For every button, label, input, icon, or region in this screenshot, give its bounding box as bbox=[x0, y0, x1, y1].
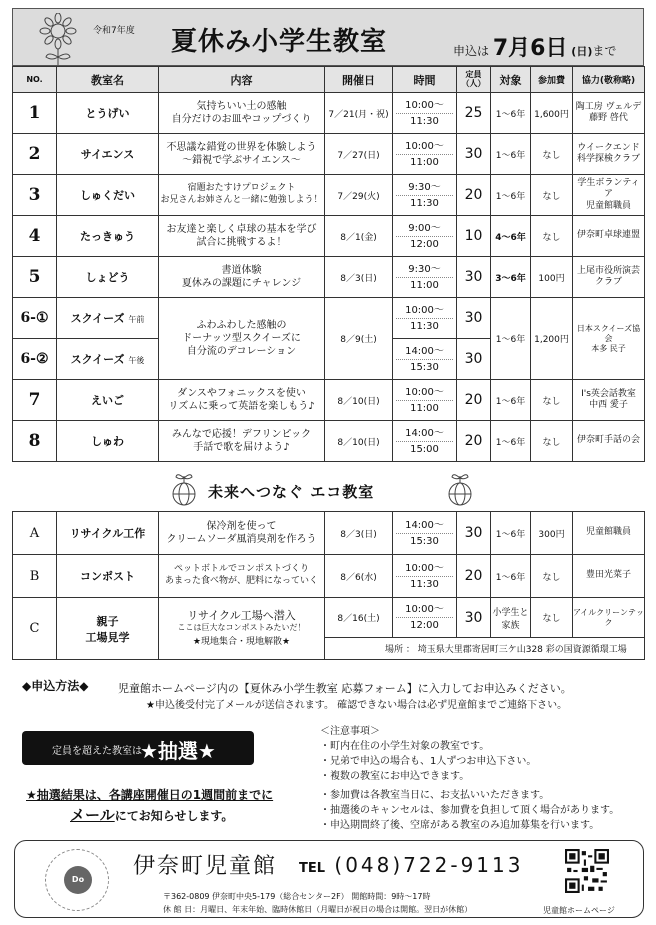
class-date: 8／10(日) bbox=[325, 421, 393, 462]
class-no: 6-② bbox=[13, 339, 57, 380]
content-line: ダンスやフォニックスを使い bbox=[177, 388, 306, 399]
content-line: 宿題おたすけプロジェクト bbox=[187, 183, 296, 194]
content-line: 自分流のデコレーション bbox=[186, 346, 297, 357]
class-capacity: 30 bbox=[457, 512, 491, 555]
fiscal-year: 令和7年度 bbox=[93, 26, 135, 36]
class-name bbox=[57, 339, 159, 380]
org-line: 中西 愛子 bbox=[589, 400, 628, 410]
apply-heading: ◆申込方法◆ bbox=[22, 679, 89, 693]
lottery-result-line1: ★抽選結果は、各講座開催日の1週間前までに bbox=[26, 788, 274, 802]
table-row bbox=[13, 512, 645, 555]
content-line: みんなで応援！デフリンピック bbox=[171, 429, 312, 440]
time-start: 14:00～ bbox=[405, 345, 444, 357]
class-name: しょどう bbox=[57, 257, 159, 298]
qr-caption: 児童館ホームページ bbox=[543, 906, 615, 915]
class-time bbox=[393, 298, 457, 339]
facility-name: 伊奈町児童館 bbox=[133, 854, 278, 879]
deadline-date: 7月6日 bbox=[492, 36, 568, 61]
class-name: たっきゅう bbox=[57, 216, 159, 257]
class-fee: なし bbox=[531, 555, 573, 598]
class-target: 1～6年 bbox=[491, 512, 531, 555]
class-content bbox=[159, 216, 325, 257]
eco-title-text: 未来へつなぐ エコ教室 bbox=[208, 483, 375, 501]
content-line: お兄さんお姉さんと一緒に勉強しよう！ bbox=[160, 195, 323, 205]
page-title: 夏休み小学生教室 bbox=[171, 27, 388, 57]
email-emphasis: メール bbox=[70, 806, 115, 824]
org-line: ウイークエンド bbox=[577, 142, 640, 153]
content-line: リサイクル工場へ潜入 bbox=[187, 608, 296, 622]
class-organizer bbox=[573, 216, 645, 257]
time-start: 10:00～ bbox=[405, 140, 444, 152]
class-capacity: 30 bbox=[457, 134, 491, 175]
note-item: ・参加費は各教室当日に、お支払いいただきます。 bbox=[320, 790, 550, 801]
class-time bbox=[393, 598, 457, 638]
class-capacity: 10 bbox=[457, 216, 491, 257]
time-start: 10:00～ bbox=[405, 562, 444, 574]
class-time bbox=[393, 380, 457, 421]
org-line: I's英会話教室 bbox=[581, 388, 636, 399]
class-target: 1～6年 bbox=[491, 421, 531, 462]
class-content bbox=[159, 257, 325, 298]
class-target: 3～6年 bbox=[491, 257, 531, 298]
time-end: 15:00 bbox=[410, 443, 439, 455]
class-time bbox=[393, 512, 457, 555]
class-content bbox=[159, 380, 325, 421]
class-target: 1～6年 bbox=[491, 134, 531, 175]
class-capacity: 30 bbox=[457, 598, 491, 638]
lottery-pre: 定員を超えた教室は bbox=[52, 746, 142, 757]
class-date: 8／3(日) bbox=[325, 257, 393, 298]
time-start: 10:00～ bbox=[405, 386, 444, 398]
address: 〒362-0809 伊奈町中央5-179（総合センター2F） 開館時間：9時～17時 bbox=[163, 892, 431, 901]
deadline-pre: 申込は bbox=[453, 44, 490, 58]
class-name bbox=[57, 598, 159, 660]
class-time bbox=[393, 175, 457, 216]
class-name: サイエンス bbox=[57, 134, 159, 175]
notes-list bbox=[320, 724, 536, 784]
class-name: コンポスト bbox=[57, 555, 159, 598]
content-line: 保冷剤を使って bbox=[206, 521, 277, 532]
col-header: 内容 bbox=[159, 67, 325, 93]
class-time bbox=[393, 134, 457, 175]
class-content bbox=[159, 421, 325, 462]
col-header: 協力(敬称略) bbox=[573, 67, 645, 93]
class-name-line: 工場見学 bbox=[85, 630, 130, 644]
class-target: 1～6年 bbox=[491, 298, 531, 380]
phone bbox=[299, 853, 523, 877]
class-no: C bbox=[13, 598, 57, 660]
class-organizer bbox=[573, 421, 645, 462]
class-time bbox=[393, 216, 457, 257]
class-organizer: 児童館職員 bbox=[573, 512, 645, 555]
time-end: 11:30 bbox=[410, 320, 439, 332]
class-target: 1～6年 bbox=[491, 380, 531, 421]
target-line: 小学生と bbox=[492, 607, 529, 618]
org-line: 伊奈町手話の会 bbox=[576, 435, 640, 446]
content-line: 気持ちいい土の感触 bbox=[196, 101, 287, 112]
col-header: 定員（人） bbox=[457, 67, 491, 93]
class-fee: なし bbox=[531, 216, 573, 257]
class-no: A bbox=[13, 512, 57, 555]
table-row bbox=[13, 380, 645, 421]
logo-text: Do bbox=[64, 866, 92, 894]
class-organizer bbox=[573, 134, 645, 175]
class-fee: 1,600円 bbox=[531, 93, 573, 134]
tel-label: TEL bbox=[299, 861, 326, 876]
org-line: 上尾市役所演芸クラブ bbox=[576, 265, 640, 287]
class-content bbox=[159, 134, 325, 175]
class-target: 4～6年 bbox=[491, 216, 531, 257]
class-time bbox=[393, 93, 457, 134]
class-content bbox=[159, 512, 325, 555]
apply-instruction: 児童館ホームページ内の【夏休み小学生教室 応募フォーム】に入力してお申込みください。 bbox=[118, 682, 572, 695]
class-capacity: 30 bbox=[457, 298, 491, 339]
time-start: 10:00～ bbox=[405, 304, 444, 316]
class-no: 4 bbox=[13, 216, 57, 257]
lottery-result-rest: にてお知らせします。 bbox=[114, 809, 234, 823]
table-row bbox=[13, 216, 645, 257]
class-capacity: 25 bbox=[457, 93, 491, 134]
content-line: ★現地集合・現地解散★ bbox=[192, 636, 291, 647]
class-date: 7／29(火) bbox=[325, 175, 393, 216]
class-capacity: 20 bbox=[457, 555, 491, 598]
class-time bbox=[393, 421, 457, 462]
notes-list-2 bbox=[320, 788, 619, 833]
class-target: 1～6年 bbox=[491, 175, 531, 216]
class-date: 8／1(金) bbox=[325, 216, 393, 257]
col-header: 参加費 bbox=[531, 67, 573, 93]
org-line: 伊奈町卓球連盟 bbox=[576, 230, 640, 241]
class-name: しゅくだい bbox=[57, 175, 159, 216]
table-row bbox=[13, 421, 645, 462]
table-row bbox=[13, 93, 645, 134]
class-no: 3 bbox=[13, 175, 57, 216]
eco-section-title bbox=[150, 470, 510, 510]
class-time bbox=[393, 555, 457, 598]
class-name: えいご bbox=[57, 380, 159, 421]
content-line: ふわふわした感触の bbox=[196, 320, 287, 331]
class-fee: 100円 bbox=[531, 257, 573, 298]
class-capacity: 20 bbox=[457, 380, 491, 421]
time-end: 11:30 bbox=[410, 115, 439, 127]
class-name-text: スクイーズ bbox=[70, 353, 125, 366]
class-no: 8 bbox=[13, 421, 57, 462]
apply-note: ★申込後受付完了メールが送信されます。 確認できない場合は必ず児童館までご連絡下さい。 bbox=[146, 700, 568, 711]
col-header: 時間 bbox=[393, 67, 457, 93]
class-table bbox=[12, 66, 645, 462]
col-header: 教室名 bbox=[57, 67, 159, 93]
time-start: 14:00～ bbox=[405, 427, 444, 439]
org-line: 陶工房 ヴェルデ bbox=[575, 101, 642, 112]
content-line: 試合に挑戦するよ！ bbox=[196, 237, 287, 248]
qr-code-icon[interactable] bbox=[565, 849, 609, 893]
content-line: 手話で歌を届けよう♪ bbox=[193, 442, 290, 453]
class-fee: なし bbox=[531, 598, 573, 638]
class-fee: なし bbox=[531, 175, 573, 216]
closed-days: 休 館 日：月曜日、年末年始、臨時休館日（月曜日が祝日の場合は開館。翌日が休館） bbox=[163, 905, 473, 914]
content-line: ペットボトルでコンポストづくり bbox=[173, 564, 309, 575]
class-organizer bbox=[573, 93, 645, 134]
class-capacity: 20 bbox=[457, 175, 491, 216]
class-date: 7／27(日) bbox=[325, 134, 393, 175]
class-name: とうげい bbox=[57, 93, 159, 134]
class-time bbox=[393, 257, 457, 298]
class-fee: なし bbox=[531, 380, 573, 421]
tel-number: (048)722-9113 bbox=[334, 853, 524, 877]
time-start: 10:00～ bbox=[405, 604, 444, 615]
class-name bbox=[57, 298, 159, 339]
class-date: 8／3(日) bbox=[325, 512, 393, 555]
content-line: あまった食べ物が、肥料になっていく bbox=[164, 576, 318, 586]
class-date: 7／21(月・祝) bbox=[325, 93, 393, 134]
class-content bbox=[159, 598, 325, 660]
class-organizer bbox=[573, 298, 645, 380]
org-line: 科学探検クラブ bbox=[576, 154, 640, 164]
session-label: 午前 bbox=[128, 315, 145, 324]
class-no: 6-① bbox=[13, 298, 57, 339]
col-header: NO. bbox=[13, 67, 57, 93]
time-end: 15:30 bbox=[410, 361, 439, 373]
col-header: 開催日 bbox=[325, 67, 393, 93]
class-content bbox=[159, 555, 325, 598]
content-line: お友達と楽しく卓球の基本を学び bbox=[166, 224, 317, 235]
class-name-line: 親子 bbox=[96, 614, 119, 628]
org-line: 日本スクイーズ協会 bbox=[576, 323, 641, 343]
content-line: ドーナッツ型スクイーズに bbox=[182, 333, 301, 344]
time-end: 12:00 bbox=[410, 238, 439, 250]
content-line: 不思議な錯覚の世界を体験しよう bbox=[166, 142, 317, 153]
facility-logo bbox=[45, 849, 109, 911]
class-fee: 300円 bbox=[531, 512, 573, 555]
table-row bbox=[13, 134, 645, 175]
time-start: 9:00～ bbox=[408, 222, 441, 234]
class-name: リサイクル工作 bbox=[57, 512, 159, 555]
table-row bbox=[13, 598, 645, 638]
deadline-dow: (日) bbox=[571, 45, 593, 58]
header-banner bbox=[12, 8, 644, 66]
time-start: 9:30～ bbox=[408, 181, 441, 193]
class-fee: 1,200円 bbox=[531, 298, 573, 380]
org-line: 児童館職員 bbox=[585, 200, 631, 211]
deadline-post: まで bbox=[592, 44, 617, 58]
org-line: 本多 民子 bbox=[591, 343, 626, 353]
lottery-result-line2 bbox=[70, 804, 233, 825]
class-no: B bbox=[13, 555, 57, 598]
content-line: 書道体験 bbox=[221, 265, 262, 276]
time-end: 11:00 bbox=[410, 402, 439, 414]
time-end: 15:30 bbox=[410, 535, 439, 547]
class-capacity: 30 bbox=[457, 339, 491, 380]
content-line: 自分だけのお皿やコップづくり bbox=[171, 114, 312, 125]
class-capacity: 20 bbox=[457, 421, 491, 462]
time-end: 11:00 bbox=[410, 156, 439, 168]
notes-heading: ＜注意事項＞ bbox=[320, 726, 380, 737]
class-no: 1 bbox=[13, 93, 57, 134]
class-content bbox=[159, 298, 325, 380]
target-line: 家族 bbox=[501, 620, 520, 631]
class-organizer bbox=[573, 175, 645, 216]
class-date: 8／16(土) bbox=[325, 598, 393, 638]
class-content bbox=[159, 93, 325, 134]
note-item: ・複数の教室にお申込できます。 bbox=[320, 771, 470, 782]
class-target: 1～6年 bbox=[491, 555, 531, 598]
lottery-banner bbox=[22, 731, 254, 765]
class-organizer: 豊田光菜子 bbox=[573, 555, 645, 598]
table-row bbox=[13, 257, 645, 298]
org-line: 藤野 啓代 bbox=[589, 113, 628, 123]
globe-sprout-icon bbox=[168, 470, 200, 508]
class-date: 8／6(水) bbox=[325, 555, 393, 598]
note-item: ・町内在住の小学生対象の教室です。 bbox=[320, 741, 490, 752]
table-row bbox=[13, 555, 645, 598]
table-header-row bbox=[13, 67, 645, 93]
note-item: ・兄弟で申込の場合も、1人ずつお申込下さい。 bbox=[320, 756, 537, 767]
content-line: クリームソーダ風消臭剤を作ろう bbox=[166, 534, 317, 545]
deadline bbox=[453, 31, 616, 62]
note-item: ・抽選後のキャンセルは、参加費を負担して頂く場合があります。 bbox=[320, 805, 620, 816]
class-no: 7 bbox=[13, 380, 57, 421]
time-start: 10:00～ bbox=[405, 99, 444, 111]
table-row bbox=[13, 175, 645, 216]
content-line: 夏休みの課題にチャレンジ bbox=[181, 278, 302, 289]
footer-contact bbox=[14, 840, 644, 918]
class-target bbox=[491, 598, 531, 638]
class-organizer bbox=[573, 257, 645, 298]
org-line: 学生ボランティア bbox=[577, 178, 640, 200]
class-no: 2 bbox=[13, 134, 57, 175]
session-label: 午後 bbox=[128, 356, 145, 365]
class-fee: なし bbox=[531, 421, 573, 462]
time-end: 12:00 bbox=[410, 620, 439, 631]
class-organizer bbox=[573, 380, 645, 421]
class-content bbox=[159, 175, 325, 216]
class-name: しゅわ bbox=[57, 421, 159, 462]
class-date: 8／10(日) bbox=[325, 380, 393, 421]
table-row bbox=[13, 298, 645, 339]
class-date: 8／9(土) bbox=[325, 298, 393, 380]
globe-sprout-icon bbox=[444, 470, 476, 508]
note-item: ・申込期間終了後、空席がある教室のみ追加募集を行います。 bbox=[320, 820, 600, 831]
class-time bbox=[393, 339, 457, 380]
time-start: 14:00～ bbox=[405, 519, 444, 531]
time-start: 9:30～ bbox=[408, 263, 441, 275]
content-line: ～錯視で学ぶサイエンス～ bbox=[182, 155, 301, 166]
class-no: 5 bbox=[13, 257, 57, 298]
class-fee: なし bbox=[531, 134, 573, 175]
content-line: リズムに乗って英語を楽しもう♪ bbox=[168, 401, 315, 412]
venue-location: 場所 ： 埼玉県大里郡寄居町三ケ山328 彩の国資源循環工場 bbox=[325, 638, 645, 660]
content-line: ここは巨大なコンポストみたいだ！ bbox=[177, 623, 306, 633]
time-end: 11:30 bbox=[410, 578, 439, 590]
time-end: 11:00 bbox=[410, 279, 439, 291]
class-capacity: 30 bbox=[457, 257, 491, 298]
eco-table bbox=[12, 511, 645, 660]
class-name-text: スクイーズ bbox=[70, 312, 125, 325]
class-organizer: アイルクリーンテック bbox=[573, 598, 645, 638]
lottery-main: ★抽選★ bbox=[140, 739, 216, 763]
class-target: 1～6年 bbox=[491, 93, 531, 134]
time-end: 11:30 bbox=[410, 197, 439, 209]
col-header: 対象 bbox=[491, 67, 531, 93]
sunflower-icon bbox=[33, 13, 83, 65]
